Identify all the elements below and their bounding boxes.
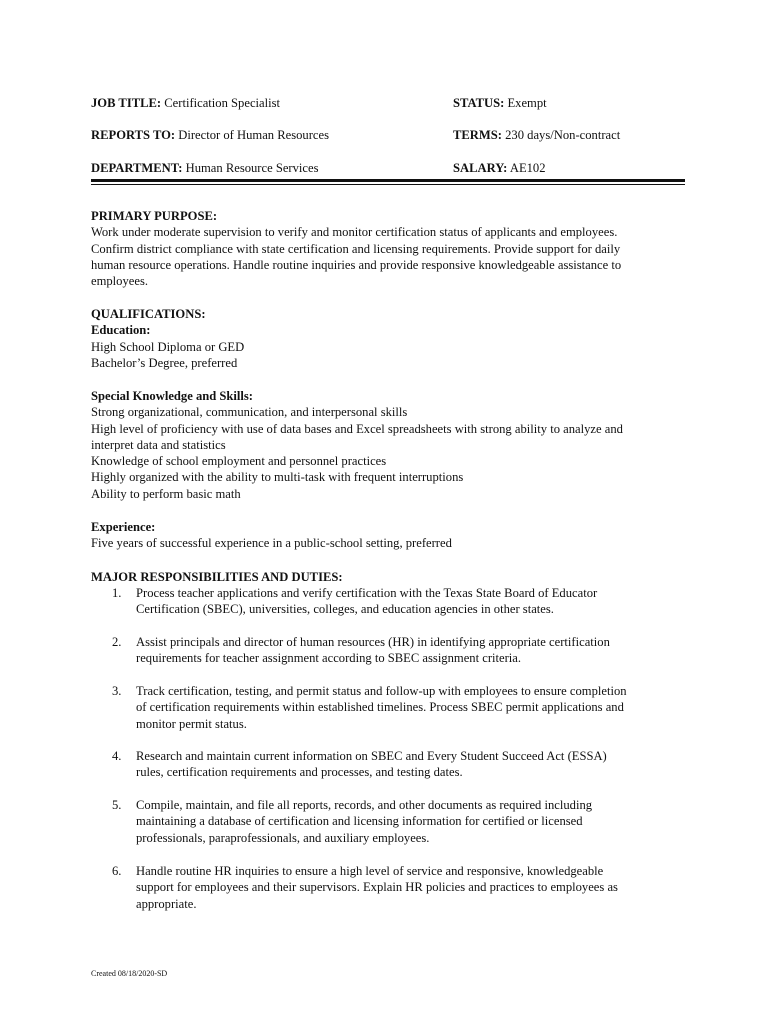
header-divider-thick: [91, 179, 685, 182]
skills-item: interpret data and statistics: [91, 437, 226, 452]
skills-item: Knowledge of school employment and personnel practices: [91, 454, 387, 469]
duty-line: appropriate.: [136, 896, 197, 911]
primary-purpose-section: [91, 208, 691, 289]
experience-heading: Experience:: [91, 520, 156, 534]
footer-created-note: Created 08/18/2020-SD: [91, 969, 168, 978]
job-title-value: Certification Specialist: [161, 96, 281, 110]
duty-line: monitor permit status.: [136, 716, 247, 731]
duty-line: Process teacher applications and verify certification with the Texas State Board of Educator: [136, 586, 598, 600]
skills-item: High level of proficiency with use of data bases and Excel spreadsheets with strong ability to analyze and: [91, 421, 623, 436]
experience-item: Five years of successful experience in a public-school setting, preferred: [91, 536, 452, 551]
duty-line: Compile, maintain, and file all reports, records, and other documents as required including: [136, 798, 593, 812]
duty-line: Certification (SBEC), universities, colleges, and education agencies in other states.: [136, 602, 554, 617]
department-label: DEPARTMENT:: [91, 161, 183, 175]
duty-line: maintaining a database of certification and licensing information for certified or licensed: [136, 814, 583, 829]
duties-section: [91, 569, 691, 911]
skills-heading: Special Knowledge and Skills:: [91, 389, 254, 403]
department-value: Human Resource Services: [182, 161, 319, 175]
duty-text: [136, 683, 696, 732]
header-row-job-title: [91, 95, 691, 111]
terms-value: 230 days/Non-contract: [501, 128, 621, 142]
qualifications-section: [91, 306, 691, 371]
status-label: STATUS:: [453, 96, 505, 110]
duty-line: Research and maintain current information on SBEC and Every Student Succeed Act (ESSA): [136, 749, 607, 763]
reports-to-label: REPORTS TO:: [91, 128, 176, 142]
skills-item: Strong organizational, communication, and interpersonal skills: [91, 405, 408, 420]
duty-text: [136, 863, 696, 912]
reports-to-field: [91, 127, 329, 143]
duty-text: [136, 797, 696, 846]
duty-line: rules, certification requirements and processes, and testing dates.: [136, 765, 463, 780]
duty-line: requirements for teacher assignment according to SBEC assignment criteria.: [136, 651, 522, 666]
duty-text: [136, 748, 696, 781]
duties-heading: MAJOR RESPONSIBILITIES AND DUTIES:: [91, 570, 343, 584]
salary-field: [453, 160, 546, 176]
qualifications-heading: QUALIFICATIONS:: [91, 307, 206, 321]
duty-number: 1.: [112, 586, 122, 600]
experience-section: [91, 519, 691, 552]
primary-purpose-line: Work under moderate supervision to verify and monitor certification status of applicants and employees.: [91, 225, 618, 240]
duty-number: 5.: [112, 798, 122, 812]
skills-item: Highly organized with the ability to multi-task with frequent interruptions: [91, 470, 464, 485]
duty-number: 6.: [112, 864, 122, 878]
duty-line: professionals, paraprofessionals, and auxiliary employees.: [136, 830, 430, 845]
primary-purpose-line: employees.: [91, 274, 149, 289]
status-value: Exempt: [504, 96, 547, 110]
education-item: Bachelor’s Degree, preferred: [91, 355, 238, 370]
status-field: [453, 95, 547, 111]
duty-text: [136, 634, 696, 667]
department-field: [91, 160, 319, 176]
header-row-reports-to: [91, 127, 691, 143]
skills-item: Ability to perform basic math: [91, 486, 241, 501]
salary-value: AE102: [507, 161, 546, 175]
header-row-department: [91, 160, 691, 176]
duty-number: 2.: [112, 635, 122, 649]
skills-section: [91, 388, 691, 502]
terms-label: TERMS:: [453, 128, 502, 142]
duty-line: Track certification, testing, and permit status and follow-up with employees to ensure completion: [136, 684, 627, 698]
duty-text: [136, 585, 696, 618]
primary-purpose-line: human resource operations. Handle routine inquiries and provide responsive knowledgeable assistance to: [91, 257, 622, 272]
primary-purpose-heading: PRIMARY PURPOSE:: [91, 209, 218, 223]
duty-number: 4.: [112, 749, 122, 763]
header-divider-thin: [91, 184, 685, 185]
duty-line: Assist principals and director of human resources (HR) in identifying appropriate certification: [136, 635, 610, 649]
job-title-field: [91, 95, 280, 111]
job-title-label: JOB TITLE:: [91, 96, 162, 110]
salary-label: SALARY:: [453, 161, 508, 175]
duty-line: Handle routine HR inquiries to ensure a high level of service and responsive, knowledgeable: [136, 864, 604, 878]
terms-field: [453, 127, 620, 143]
primary-purpose-line: Confirm district compliance with state certification and licensing requirements. Provide support for daily: [91, 241, 621, 256]
duty-line: of certification requirements within established timelines. Process SBEC permit applications and: [136, 700, 624, 715]
duty-number: 3.: [112, 684, 122, 698]
education-item: High School Diploma or GED: [91, 339, 245, 354]
duty-line: support for employees and their supervisors. Explain HR policies and practices to employees as: [136, 880, 618, 895]
reports-to-value: Director of Human Resources: [175, 128, 329, 142]
education-heading: Education:: [91, 323, 151, 338]
